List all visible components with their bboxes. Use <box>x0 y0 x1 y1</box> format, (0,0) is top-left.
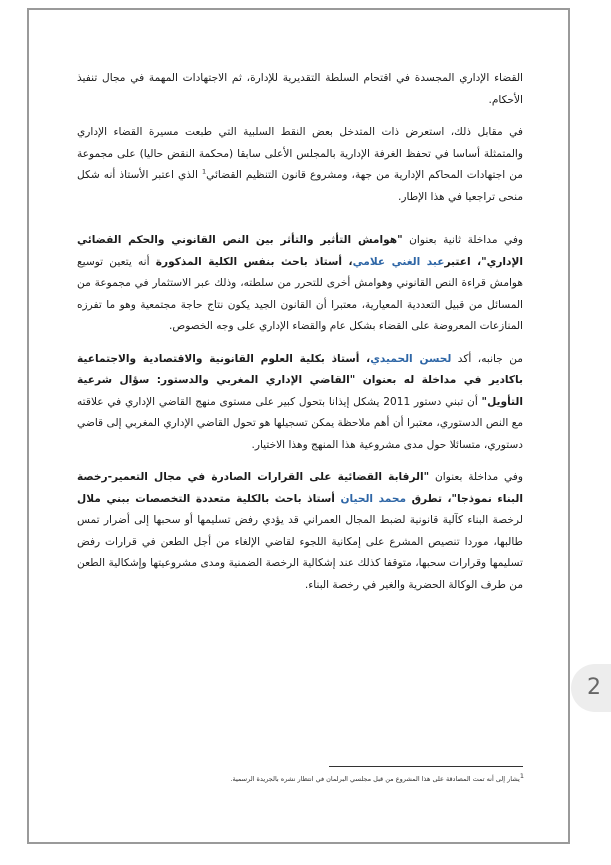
paragraph-5-talk-title: "الرقابة القضائية على القرارات الصادرة في مجال التعمير-رخصة البناء نموذجا"، تطرق <box>77 471 523 505</box>
page-number: 2 <box>587 675 601 700</box>
speaker-name-hmidi: لحسن الحميدي <box>370 352 452 365</box>
footnote-divider <box>329 766 523 767</box>
speaker-name-allami: عبد الغني علامي <box>352 255 445 268</box>
paragraph-3-talk-title: "هوامش التأثير والتأثر بين النص القانوني والحكم القضائي الإداري"، اعتبر <box>77 234 524 268</box>
speaker-name-hayan: محمد الحيان <box>340 492 407 505</box>
paragraph-3-lead: وفي مداخلة ثانية بعنوان <box>402 234 523 246</box>
paragraph-3 <box>77 230 523 338</box>
paragraph-5-body: لرخصة البناء كآلية قانونية لضبط المجال العمراني قد يؤدي رفض تسليمها أو سحبها إلى أضرار تمس طالبها، موردا تنصيص المشرع على إمكانية اللجوء لقاضي الإلغاء من أجل الطعن في قرارات رفض تسليمها وقرارات سحبها، متوقفا كذلك عند إشكالية الرخصة الضمنية ومدى مشروعيتها وإشكالية الطعن من طرف الوكالة الحضرية والغير في رخصة البناء. <box>77 514 523 591</box>
footnote-text: يشار إلى أنه تمت المصادقة على هذا المشروع من قبل مجلسي البرلمان في انتظار نشره بالجريدة الرسمية. <box>230 775 520 783</box>
paragraph-2-text: في مقابل ذلك، استعرض ذات المتدخل بعض النقط السلبية التي طبعت مسيرة القضاء الإداري والمتمثلة أساسا في تحفظ الغرفة الإدارية بالمجلس الأعلى سابقا (محكمة النقض حاليا) على مجموعة من اجتهادات المحاكم الإدارية من جهة، ومشروع قانون التنظيم القضائي <box>77 126 523 181</box>
paragraph-4-body: أن تبني دستور 2011 يشكل إيذانا بتحول كبير على مستوى منهج القاضي الإداري في علاقته مع النص الدستوري، معتبرا أن أهم ملاحظة يمكن تسجيلها هو تحول القاضي الإداري المغربي إلى قاضي دستوري، متسائلا حول مدى مشروعية هذا المنهج وهذا الاختيار. <box>77 395 523 451</box>
page-number-tab <box>571 664 611 712</box>
paragraph-3-affiliation: ، أستاذ باحث بنفس الكلية المذكورة <box>155 255 353 268</box>
footnote-marker: 1 <box>519 771 524 780</box>
paragraph-5 <box>77 467 523 596</box>
paragraph-1 <box>77 68 523 111</box>
paragraph-5-affiliation: أستاذ باحث بالكلية متعددة التخصصات ببني ملال <box>77 492 341 505</box>
footnote-reference[interactable]: 1 <box>202 167 207 176</box>
paragraph-2 <box>77 122 523 208</box>
paragraph-2-tail: الذي اعتبر الأستاذ أنه شكل منحى تراجعيا في هذا الإطار. <box>77 169 523 203</box>
document-body <box>77 68 523 596</box>
paragraph-4-affiliation: ، أستاذ بكلية العلوم القانونية والاقتصادية والاجتماعية باكادير في مداخلة له بعنوان "القاضي الإداري المغربي والدستور: سؤال شرعية التأويل" <box>77 352 523 408</box>
footnote <box>120 773 524 785</box>
paragraph-3-body: أنه يتعين توسيع هوامش قراءة النص القانوني وهوامش أخرى للتحرر من سلطته، وذلك عبر الاستثمار في مجموعة من المسائل من قبيل التعددية المعيارية، معتبرا أن القانون الجيد يكون نتاج حاجة مجتمعية وهو ما تفرزه المنازعات المعروضة على القضاء بشكل عام والقضاء الإداري على وجه الخصوص. <box>77 255 523 332</box>
paragraph-5-lead: وفي مداخلة بعنوان <box>429 471 523 483</box>
paragraph-4-lead: من جانبه، أكد <box>451 352 523 365</box>
paragraph-4 <box>77 349 523 457</box>
paragraph-1-text: القضاء الإداري المجسدة في اقتحام السلطة التقديرية للإدارة، ثم الاجتهادات المهمة في مجال تنفيذ الأحكام. <box>77 72 523 106</box>
